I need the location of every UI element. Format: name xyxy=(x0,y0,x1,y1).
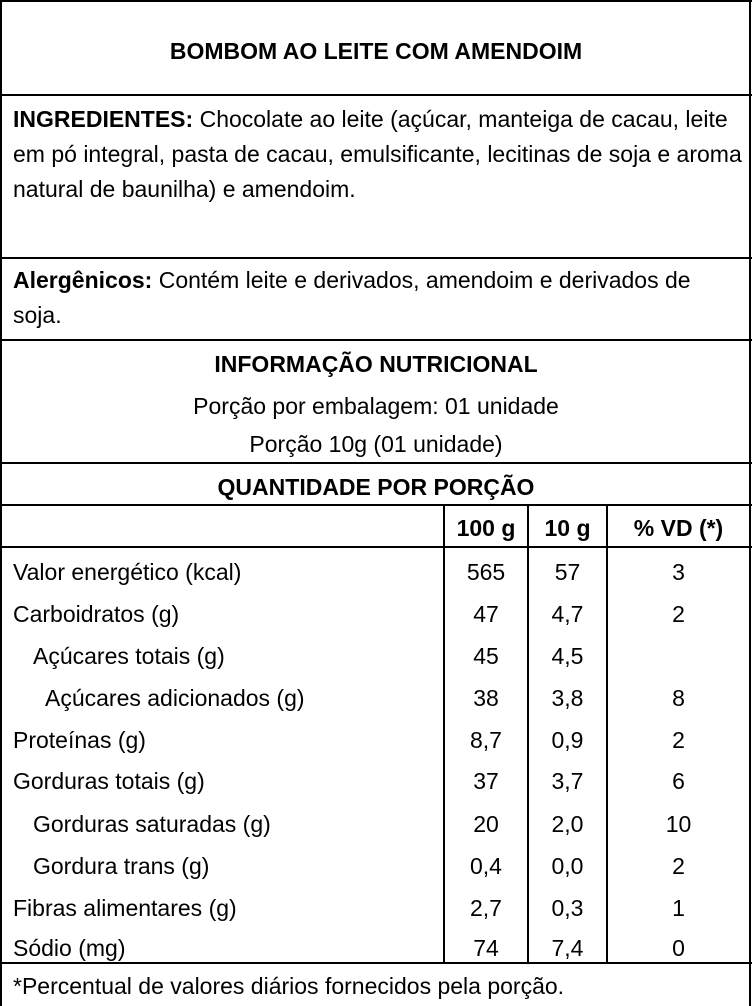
value-vd: 2 xyxy=(672,727,685,753)
separator xyxy=(0,546,752,548)
nutrient-name: Valor energético (kcal) xyxy=(13,559,242,585)
value-vd: 8 xyxy=(672,685,685,711)
separator xyxy=(0,504,752,506)
column-header-10g: 10 g xyxy=(544,515,591,541)
column-header-vd: % VD (*) xyxy=(633,515,724,541)
allergens-body: Contém leite e derivados, amendoim e derivados de soja. xyxy=(13,267,691,328)
nutrient-name: Fibras alimentares (g) xyxy=(13,895,237,921)
value-vd: 0 xyxy=(672,935,685,961)
value-per-100g: 2,7 xyxy=(470,895,502,921)
nutrient-name: Açúcares totais (g) xyxy=(33,643,225,669)
border-left xyxy=(0,0,2,1006)
value-per-serving: 0,3 xyxy=(551,895,584,921)
separator xyxy=(0,339,752,341)
value-per-100g: 8,7 xyxy=(470,727,502,753)
value-per-100g: 45 xyxy=(473,643,499,669)
footnote: *Percentual de valores diários fornecidos pela porção. xyxy=(13,973,565,999)
value-vd: 2 xyxy=(672,601,685,627)
value-per-100g: 565 xyxy=(466,559,506,585)
value-per-100g: 38 xyxy=(473,685,499,711)
nutrient-name: Gorduras totais (g) xyxy=(13,768,205,794)
separator xyxy=(0,462,752,464)
value-vd: 2 xyxy=(672,853,685,879)
value-per-100g: 74 xyxy=(473,935,499,961)
ingredients-body: Chocolate ao leite (açúcar, manteiga de cacau, leite em pó integral, pasta de cacau, emulsificante, lecitinas de soja e aroma natural de baunilha) e amendoim. xyxy=(13,106,742,202)
value-vd: 10 xyxy=(665,811,692,837)
nutrient-name: Proteínas (g) xyxy=(13,727,146,753)
quantity-heading: QUANTIDADE POR PORÇÃO xyxy=(217,474,535,500)
border-top xyxy=(0,0,752,2)
column-header-100g: 100 g xyxy=(456,515,516,541)
allergens-label: Alergênicos: xyxy=(13,267,153,293)
value-per-serving: 4,5 xyxy=(551,643,584,669)
ingredients-label: INGREDIENTES: xyxy=(13,106,194,132)
separator xyxy=(0,257,752,259)
border-right xyxy=(749,0,751,1006)
value-per-serving: 3,7 xyxy=(551,768,584,794)
value-per-100g: 47 xyxy=(473,601,499,627)
servings-per-package: Porção por embalagem: 01 unidade xyxy=(193,393,559,419)
nutrient-name: Gordura trans (g) xyxy=(33,853,210,879)
separator xyxy=(0,962,752,964)
value-per-100g: 0,4 xyxy=(470,853,502,879)
value-per-serving: 0,0 xyxy=(551,853,584,879)
value-per-serving: 4,7 xyxy=(551,601,584,627)
value-vd: 6 xyxy=(672,768,685,794)
allergens-text xyxy=(13,263,745,333)
value-per-serving: 0,9 xyxy=(551,727,584,753)
value-per-serving: 3,8 xyxy=(551,685,584,711)
value-per-100g: 20 xyxy=(473,811,499,837)
product-title: BOMBOM AO LEITE COM AMENDOIM xyxy=(169,38,583,64)
value-per-100g: 37 xyxy=(473,768,499,794)
nutrient-name: Açúcares adicionados (g) xyxy=(45,685,305,711)
value-per-serving: 57 xyxy=(554,559,581,585)
value-per-serving: 7,4 xyxy=(551,935,584,961)
nutrient-name: Sódio (mg) xyxy=(13,935,126,961)
separator xyxy=(0,94,752,96)
nutrient-name: Gorduras saturadas (g) xyxy=(33,811,271,837)
serving-size: Porção 10g (01 unidade) xyxy=(249,431,503,457)
value-vd: 1 xyxy=(672,895,685,921)
value-per-serving: 2,0 xyxy=(551,811,584,837)
nutrient-name: Carboidratos (g) xyxy=(13,601,180,627)
ingredients-text xyxy=(13,102,745,207)
nutrition-heading: INFORMAÇÃO NUTRICIONAL xyxy=(214,351,538,377)
value-vd: 3 xyxy=(672,559,685,585)
